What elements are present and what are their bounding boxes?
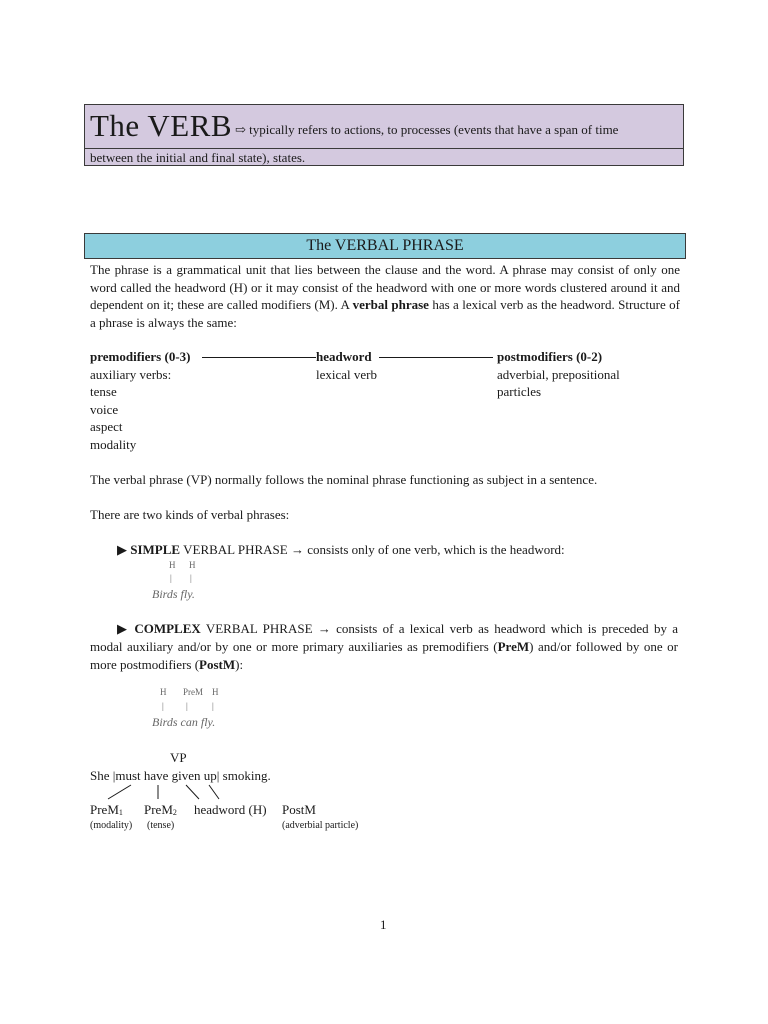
- headword-marker: H: [212, 687, 219, 697]
- arrow-right-icon: ⇨: [235, 122, 246, 137]
- headword-heading: headword: [316, 349, 372, 364]
- intro-text-2: has a lexical verb as the headword. Structure of a phrase is always the same:: [90, 297, 680, 330]
- complex-label-rest: VERBAL PHRASE: [200, 621, 313, 636]
- simple-example: Birds fly.: [152, 587, 195, 601]
- vp-label: VP: [170, 750, 187, 765]
- premodifiers-heading: premodifiers (0-3): [90, 349, 191, 364]
- headword-marker: H: [169, 560, 176, 570]
- complex-description-1: consists of a lexical verb as headword which is preceded by a modal auxiliary and/or by one or more primary auxiliaries as premodifiers (: [90, 621, 679, 654]
- arrow-right-icon: →: [317, 621, 331, 636]
- premod-item: aspect: [90, 419, 123, 434]
- tense-caption: (tense): [147, 820, 175, 831]
- section-heading: The VERBAL PHRASE: [84, 233, 686, 259]
- premod-item: tense: [90, 384, 117, 399]
- prem2-text: PreM: [144, 802, 173, 817]
- postm-label: PostM: [282, 802, 316, 817]
- complex-label: COMPLEX: [134, 621, 201, 636]
- postm-term: PostM: [199, 657, 236, 672]
- headword-label: headword (H): [194, 802, 267, 817]
- marker-bar: |: [190, 573, 192, 583]
- premod-item: modality: [90, 437, 137, 452]
- prem2-label: [144, 801, 177, 821]
- marker-bar: |: [170, 573, 172, 583]
- modality-caption: (modality): [90, 820, 133, 831]
- arrow-right-icon: →: [290, 542, 304, 557]
- title-definition-line2: between the initial and final state), states.: [90, 150, 306, 165]
- premodifier-marker: PreM: [183, 687, 203, 697]
- postmodifiers-heading: postmodifiers (0-2): [497, 349, 603, 364]
- branch-line: [186, 785, 199, 799]
- branch-line: [108, 785, 131, 799]
- triangle-bullet-icon: ▶: [117, 621, 130, 636]
- triangle-bullet-icon: ▶: [117, 542, 127, 557]
- postmod-item: adverbial, prepositional: [497, 367, 620, 382]
- postmod-item: particles: [497, 384, 542, 399]
- headword-marker: H: [189, 560, 196, 570]
- prem1-text: PreM: [90, 802, 119, 817]
- adverbial-caption: (adverbial particle): [282, 820, 359, 831]
- complex-example: Birds can fly.: [152, 715, 216, 729]
- complex-description-3: ):: [235, 657, 244, 672]
- marker-bar: |: [186, 701, 188, 711]
- prem1-subscript: 1: [118, 808, 123, 817]
- simple-label-rest: VERBAL PHRASE: [180, 542, 288, 557]
- page-title: The VERB: [90, 108, 233, 143]
- intro-text-1: The phrase is a grammatical unit that lies between the clause and the word. A phrase may consist of only one word called the headword (H) or it may consist of the headword with one or more words clustered around it and dependent on it; these are called modifiers (M). A: [90, 262, 680, 312]
- headword-marker: H: [160, 687, 167, 697]
- branch-line: [209, 785, 219, 799]
- prem2-subscript: 2: [172, 808, 177, 817]
- intro-bold-term: verbal phrase: [352, 297, 429, 312]
- title-definition-text: typically refers to actions, to processes (events that have a span of time: [249, 122, 619, 137]
- marker-bar: |: [212, 701, 214, 711]
- prem1-label: [90, 801, 123, 821]
- marker-bar: |: [162, 701, 164, 711]
- page-number: 1: [380, 917, 387, 932]
- headword-item: lexical verb: [316, 367, 377, 382]
- simple-label: SIMPLE: [130, 542, 181, 557]
- complex-description-2: ) and/or followed by one or more postmodifiers (: [90, 639, 678, 672]
- vp-follows-sentence: The verbal phrase (VP) normally follows the nominal phrase functioning as subject in a sentence.: [90, 472, 598, 487]
- simple-description: consists only of one verb, which is the headword:: [307, 542, 565, 557]
- diagram-sentence: She |must have given up| smoking.: [90, 768, 271, 783]
- premod-item: voice: [90, 402, 119, 417]
- two-kinds-sentence: There are two kinds of verbal phrases:: [90, 507, 290, 522]
- premod-item: auxiliary verbs:: [90, 367, 172, 382]
- prem-term: PreM: [497, 639, 530, 654]
